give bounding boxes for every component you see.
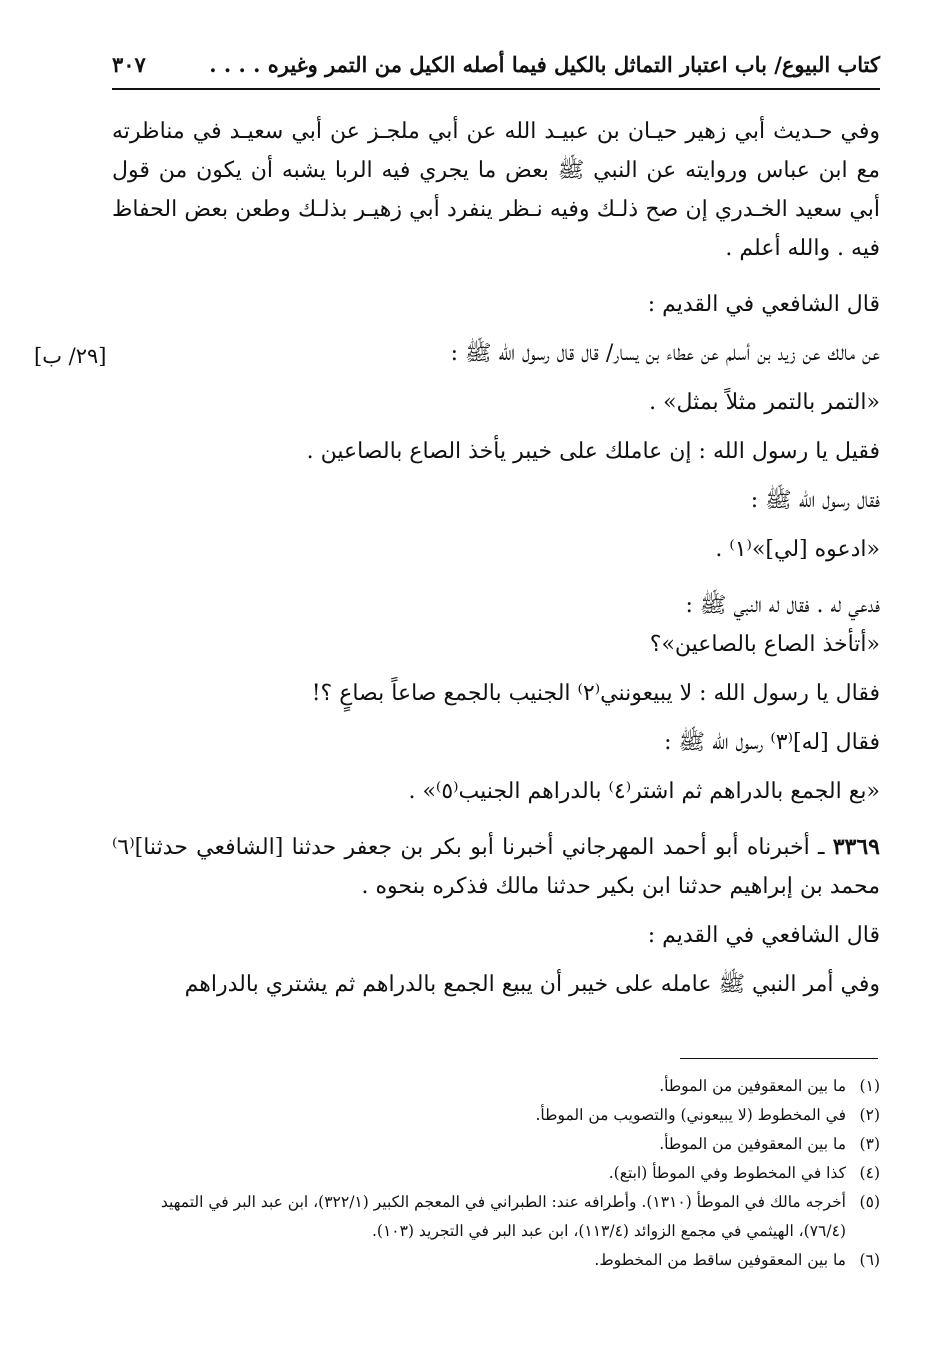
text-line: فقيل يا رسول الله : إن عاملك على خيبر يأخذ الصاع بالصاعين . xyxy=(306,439,880,464)
footnote-text: في المخطوط (لا يبيعوني) والتصويب من الموطأ. xyxy=(535,1106,846,1124)
footnote-text: ما بين المعقوفين من الموطأ. xyxy=(659,1077,846,1095)
text-line: فقال يا رسول الله : لا يبيعونني⁽٢⁾ الجنيب بالجمع صاعاً بصاعٍ ؟! xyxy=(311,681,880,706)
footnote-number: (٦) xyxy=(859,1251,880,1269)
main-text xyxy=(112,112,880,1004)
header-rule xyxy=(112,88,880,90)
text-line: فدعي له . فقال له النبي ﷺ : xyxy=(685,593,880,618)
footnote-number: (٣) xyxy=(859,1135,880,1153)
running-header xyxy=(112,40,880,88)
hadith-number: ٣٣٦٩ xyxy=(832,834,880,860)
page-number: ٣٠٧ xyxy=(112,51,146,77)
paragraph-isnad xyxy=(112,828,880,906)
footnotes xyxy=(112,1072,880,1275)
text-line: فقال [له]⁽٣⁾ رسول الله ﷺ : xyxy=(664,730,880,755)
text-line: فقال رسول الله ﷺ : xyxy=(750,488,880,513)
footnote-number: (١) xyxy=(859,1077,880,1095)
paragraph-hadith-commentary: وفي حـديث أبي زهير حيـان بن عبيـد الله عن أبي ملجـز عن أبي سعيـد في مناظرته مع ابن عباس وروايته عن النبي ﷺ بعض ما يجري فيه الربا يشبه أن يكون من قول أبي سعيد الخـدري إن صح ذلـك وفيه نـظر ينفرد أبي زهيـر بذلـك وطعن بعض الحفاظ فيه . والله أعلم . xyxy=(112,119,880,261)
text-line: قال الشافعي في القديم : xyxy=(647,292,880,317)
footnote xyxy=(112,1101,880,1130)
footnote xyxy=(112,1130,880,1159)
footnote-number: (٤) xyxy=(859,1164,880,1182)
text-line: قال الشافعي في القديم : xyxy=(647,923,880,948)
chapter-title: كتاب البيوع/ باب اعتبار التماثل بالكيل فيما أصله الكيل من التمر وغيره . . . . xyxy=(209,51,880,77)
footnote-text: ما بين المعقوفين من الموطأ. xyxy=(659,1135,846,1153)
manuscript-folio-ref: [٢٩/ ب] xyxy=(34,344,107,368)
text-line: «أتأخذ الصاع بالصاعين»؟ xyxy=(649,632,880,657)
text-line: وفي أمر النبي ﷺ عامله على خيبر أن يبيع الجمع بالدراهم ثم يشتري بالدراهم xyxy=(184,972,880,997)
footnote-text: كذا في المخطوط وفي الموطأ (ابتع). xyxy=(608,1164,846,1182)
footnote xyxy=(112,1188,880,1246)
text-line: «بع الجمع بالدراهم ثم اشتر⁽٤⁾ بالدراهم الجنيب⁽٥⁾» . xyxy=(408,779,880,804)
footnote-number: (٥) xyxy=(859,1193,880,1211)
footnote xyxy=(112,1159,880,1188)
footnote-text: ما بين المعقوفين ساقط من المخطوط. xyxy=(594,1251,846,1269)
text-line: عن مالك عن زيد بن أسلم عن عطاء بن يسار/ قال قال رسول الله ﷺ : xyxy=(450,341,880,366)
isnad-text: ـ أخبرناه أبو أحمد المهرجاني أخبرنا أبو بكر بن جعفر حدثنا [الشافعي حدثنا]⁽٦⁾ محمد بن إبراهيم حدثنا ابن بكير حدثنا مالك فذكره بنحوه . xyxy=(112,835,880,899)
footnote xyxy=(112,1246,880,1275)
text-line: «التمر بالتمر مثلاً بمثل» . xyxy=(649,390,880,415)
footnote-number: (٢) xyxy=(859,1106,880,1124)
footnote-separator xyxy=(680,1058,878,1059)
text-line: «ادعوه [لي]»⁽١⁾ . xyxy=(715,537,880,562)
footnote xyxy=(112,1072,880,1101)
footnote-text: أخرجه مالك في الموطأ (١٣١٠). وأطرافه عند: الطبراني في المعجم الكبير (٣٢٢/١)، ابن عبد البر في التمهيد (٧٦/٤)، الهيثمي في مجمع الزوائد (١١٣/٤)، ابن عبد البر في التجريد (١٠٣). xyxy=(160,1193,846,1240)
